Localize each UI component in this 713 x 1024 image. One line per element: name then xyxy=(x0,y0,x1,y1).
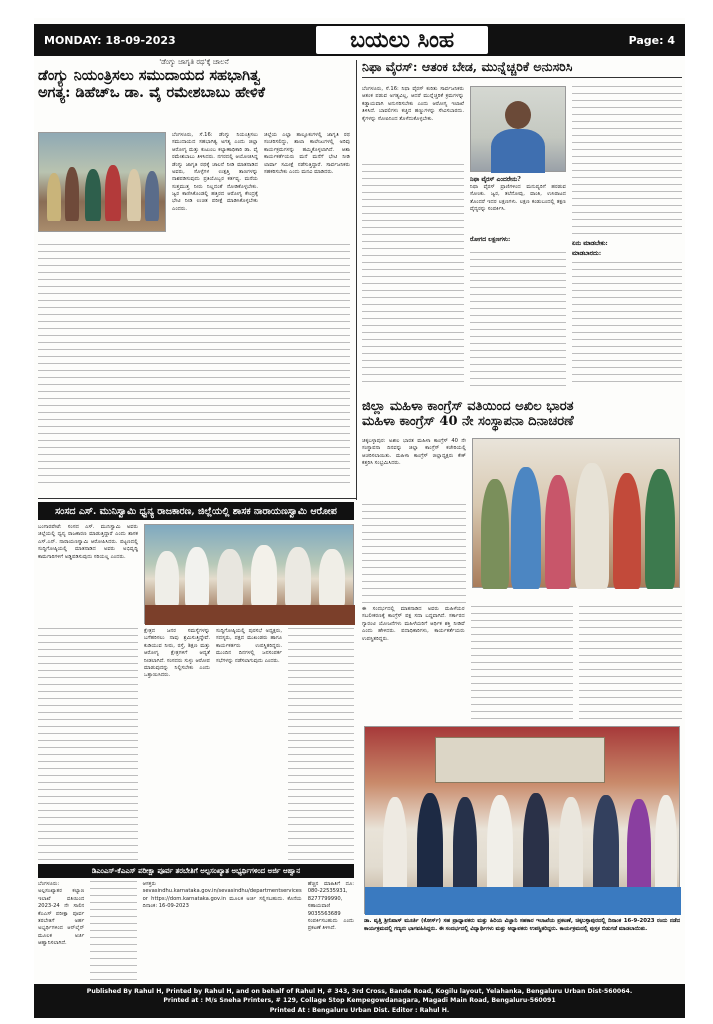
nipah-text-right-bottom xyxy=(572,262,682,386)
imprint-line-printer: Printed at : M/s Sneha Printers, # 129, Collage Stop Kempegowdanagara, Magadi Main Road, Bengaluru-560091 xyxy=(163,997,556,1005)
mahila-body-a: ಚಿಕ್ಕಬಳ್ಳಾಪುರ: ಅಖಿಲ ಭಾರತ ಮಹಿಳಾ ಕಾಂಗ್ರೆಸ್ 40 ನೇ ಸಂಸ್ಥಾಪನಾ ದಿನವನ್ನು ಜಿಲ್ಲಾ ಕಾಂಗ್ರೆಸ್ ಕಚೇರಿಯಲ್ಲಿ ಆಚರಿಸಲಾಯಿತು. ಮಹಿಳಾ ಕಾಂಗ್ರೆಸ್ ಜಿಲ್ಲಾಧ್ಯಕ್ಷರು ಕೇಕ್ ಕತ್ತರಿಸಿ ಸಂಭ್ರಮಿಸಿದರು. xyxy=(362,438,466,467)
kas-body xyxy=(38,881,354,981)
kas-body-c: ಹೆಚ್ಚಿನ ಮಾಹಿತಿಗೆ ದೂ: 080-22535931, 8277799990, ಸಹಾಯವಾಣಿ 9035563689 ಸಂಪರ್ಕಿಸಬಹುದು ಎಂದು ಪ್ರಕಟಣೆ ತಿಳಿಸಿದೆ. xyxy=(307,881,355,932)
mp-text-left xyxy=(38,628,138,860)
mp-col-left xyxy=(38,524,138,860)
newspaper-title: ಬಯಲು ಸಿಂಹ xyxy=(316,26,488,54)
mp-text-right xyxy=(288,628,354,860)
nipah-text-left xyxy=(362,164,464,384)
nipah-body-b: ನಿಫಾ ವೈರಸ್ ಪ್ರಾಣಿಗಳಿಂದ ಮನುಷ್ಯರಿಗೆ ಹರಡುವ ಸೋಂಕು. ಜ್ವರ, ತಲೆನೋವು, ವಾಂತಿ, ಉಸಿರಾಟದ ತೊಂದರೆ ಇದರ ಲಕ್ಷಣಗಳು. ಲಕ್ಷಣ ಕಂಡುಬಂದಲ್ಲಿ ತಕ್ಷಣ ವೈದ್ಯರನ್ನು ಸಂಪರ್ಕಿಸಿ. xyxy=(470,184,566,213)
nipah-sub-what: ನಿಫಾ ವೈರಸ್ ಎಂದರೇನು? xyxy=(470,176,521,183)
dengue-body-a: ಬೆಂಗಳೂರು, ಸೆ.16: ಡೆಂಗ್ಯು ನಿಯಂತ್ರಿಸಲು ಸಮುದಾಯದ ಸಹಭಾಗಿತ್ವ ಅಗತ್ಯ ಎಂದು ಜಿಲ್ಲಾ ಆರೋಗ್ಯ ಮತ್ತು ಕುಟುಂಬ ಕಲ್ಯಾಣಾಧಿಕಾರಿ ಡಾ. ವೈ ರಮೇಶಬಾಬು ತಿಳಿಸಿದರು. ನಗರದಲ್ಲಿ ಆಯೋಜಿಸಿದ್ದ ಡೆಂಗ್ಯು ಜಾಗೃತಿ ರಥಕ್ಕೆ ಚಾಲನೆ ನೀಡಿ ಮಾತನಾಡಿದ ಅವರು, ಸೊಳ್ಳೆಗಳ ಉತ್ಪತ್ತಿ ತಾಣಗಳನ್ನು ನಾಶಪಡಿಸುವುದು ಪ್ರತಿಯೊಬ್ಬರ ಕರ್ತವ್ಯ. ಮನೆಯ ಸುತ್ತಮುತ್ತ ನೀರು ನಿಲ್ಲದಂತೆ ನೋಡಿಕೊಳ್ಳಬೇಕು. ಜ್ವರ ಕಾಣಿಸಿಕೊಂಡಲ್ಲಿ ಹತ್ತಿರದ ಆರೋಗ್ಯ ಕೇಂದ್ರಕ್ಕೆ ಭೇಟಿ ನೀಡಿ ಉಚಿತ ಪರೀಕ್ಷೆ ಮಾಡಿಸಿಕೊಳ್ಳಬೇಕು ಎಂದರು. xyxy=(172,132,258,212)
nipah-story xyxy=(362,60,682,400)
dengue-headline-line2: ಅಗತ್ಯ: ಡಿಹೆಚ್‌ಒ ಡಾ. ವೈ ರಮೇಶಬಾಬು ಹೇಳಿಕೆ xyxy=(38,83,265,101)
kas-training-story xyxy=(38,864,354,982)
mahila-body-b: ಈ ಸಂದರ್ಭದಲ್ಲಿ ಮಾತನಾಡಿದ ಅವರು ಮಹಿಳೆಯರ ಸಬಲೀಕರಣಕ್ಕೆ ಕಾಂಗ್ರೆಸ್ ಪಕ್ಷ ಸದಾ ಬದ್ಧವಾಗಿದೆ. ಸರ್ಕಾರದ ಗ್ಯಾರಂಟಿ ಯೋಜನೆಗಳು ಮಹಿಳೆಯರಿಗೆ ಆರ್ಥಿಕ ಶಕ್ತಿ ನೀಡಿವೆ ಎಂದು ಹೇಳಿದರು. ಪದಾಧಿಕಾರಿಗಳು, ಕಾರ್ಯಕರ್ತೆಯರು ಉಪಸ್ಥಿತರಿದ್ದರು. xyxy=(362,606,465,642)
nipah-text-right-top xyxy=(572,86,682,236)
dengue-headline-line1: ಡೆಂಗ್ಯು ನಿಯಂತ್ರಿಸಲು ಸಮುದಾಯದ ಸಹಭಾಗಿತ್ವ xyxy=(38,67,261,84)
dengue-body-b: ಜಿಲ್ಲೆಯ ಎಲ್ಲಾ ತಾಲ್ಲೂಕುಗಳಲ್ಲಿ ಜಾಗೃತಿ ರಥ ಸಂಚರಿಸಲಿದ್ದು, ಶಾಲಾ ಕಾಲೇಜುಗಳಲ್ಲಿ ಅರಿವು ಕಾರ್ಯಕ್ರಮಗಳನ್ನು ಹಮ್ಮಿಕೊಳ್ಳಲಾಗಿದೆ. ಆಶಾ ಕಾರ್ಯಕರ್ತೆಯರು ಮನೆ ಮನೆಗೆ ಭೇಟಿ ನೀಡಿ ಲಾರ್ವಾ ಸಮೀಕ್ಷೆ ನಡೆಸುತ್ತಿದ್ದಾರೆ. ಸಾರ್ವಜನಿಕರು ಸಹಕರಿಸಬೇಕು ಎಂದು ಮನವಿ ಮಾಡಿದರು. xyxy=(264,132,350,175)
mahila-celebration-photo xyxy=(472,438,680,588)
imprint-line-publisher: Published By Rahul H, Printed by Rahul H, and on behalf of Rahul H, # 343, 3rd Cross, Bande Road, Kogilu layout, Yelahanka, Bengaluru Urban Dist-560064. xyxy=(86,988,633,995)
mp-allegation-story xyxy=(38,502,354,862)
page-number: Page: 4 xyxy=(628,33,675,47)
mahila-text-mid xyxy=(471,606,574,722)
nipah-body-a: ಬೆಂಗಳೂರು, ಸೆ.16: ನಿಫಾ ವೈರಸ್ ಕುರಿತು ಸಾರ್ವಜನಿಕರು ಆತಂಕ ಪಡುವ ಅಗತ್ಯವಿಲ್ಲ, ಆದರೆ ಮುನ್ನೆಚ್ಚರಿಕೆ ಕ್ರಮಗಳನ್ನು ಕಡ್ಡಾಯವಾಗಿ ಅನುಸರಿಸಬೇಕು ಎಂದು ಆರೋಗ್ಯ ಇಲಾಖೆ ತಿಳಿಸಿದೆ. ಬಾವಲಿಗಳು ಕಚ್ಚಿದ ಹಣ್ಣುಗಳನ್ನು ಸೇವಿಸಬಾರದು. ಕೈಗಳನ್ನು ಸೋಪಿನಿಂದ ತೊಳೆದುಕೊಳ್ಳಬೇಕು. xyxy=(362,86,464,122)
book-release-photo xyxy=(364,726,680,914)
kas-training-headline: ಡಿಎಂಎಸ್-ಕೆಎಎಸ್ ಪರೀಕ್ಷಾ ಪೂರ್ವ ತರಬೇತಿಗೆ ಅಲ್ಪಸಂಖ್ಯಾತ ಅಭ್ಯರ್ಥಿಗಳಿಂದ ಅರ್ಜಿ ಆಹ್ವಾನ xyxy=(38,864,354,878)
issue-date: MONDAY: 18-09-2023 xyxy=(44,33,176,47)
mp-allegation-headline: ಸಂಸದ ಎಸ್. ಮುನಿಸ್ವಾಮಿ ಧ್ವನ್ಯ ರಾಜಕಾರಣ, ಜಿಲ್ಲೆಯಲ್ಲಿ ಶಾಸಕ ನಾರಾಯಣಸ್ವಾಮಿ ಆರೋಪ xyxy=(38,502,354,520)
nipah-official-photo xyxy=(470,86,566,172)
masthead xyxy=(34,24,685,56)
book-release-caption: ಡಾ. ವೃತ್ತಿ ಶ್ರೀನಿವಾಸ್ ಮೂರ್ತಿ (ಕೋರ್ಸ್) ಸಹ ಪ್ರಾಧ್ಯಾಪಕರು ಮತ್ತು ಹಿರಿಯ ವಿಜ್ಞಾನಿ ಸಹಕಾರ ಇಲಾಖೆಯ ಪ್ರಕಟಣೆ, ಚಿಕ್ಕಬಳ್ಳಾಪುರದಲ್ಲಿ ದಿನಾಂಕ 16-9-2023 ರಂದು ನಡೆದ ಕಾರ್ಯಕ್ರಮದಲ್ಲಿ ಗಣ್ಯರು ಭಾಗವಹಿಸಿದ್ದರು. ಈ ಸಂದರ್ಭದಲ್ಲಿ ವಿದ್ಯಾರ್ಥಿಗಳು ಮತ್ತು ಅಧ್ಯಾಪಕರು ಉಪಸ್ಥಿತರಿದ್ದರು. ಕಾರ್ಯಕ್ರಮದಲ್ಲಿ ಪುಸ್ತಕ ಬಿಡುಗಡೆ ಮಾಡಲಾಯಿತು. xyxy=(364,918,680,932)
kas-text-mid xyxy=(90,881,136,981)
press-meet-photo xyxy=(144,524,354,624)
mp-body-bottom xyxy=(144,628,354,860)
imprint-line-editor: Printed At : Bengaluru Urban Dist. Editor : Rahul H. xyxy=(269,1006,450,1014)
nipah-col-mid xyxy=(470,176,566,386)
dengue-rally-photo xyxy=(38,132,166,232)
mp-body-c: ಸುದ್ದಿಗೋಷ್ಠಿಯಲ್ಲಿ ಪುರಸಭೆ ಅಧ್ಯಕ್ಷರು, ಸದಸ್ಯರು, ಪಕ್ಷದ ಮುಖಂಡರು ಹಾಗೂ ಕಾರ್ಯಕರ್ತರು ಉಪಸ್ಥಿತರಿದ್ದರು. ಮುಂದಿನ ದಿನಗಳಲ್ಲಿ ಜನಸಂಪರ್ಕ ಸಭೆಗಳನ್ನು ನಡೆಸಲಾಗುವುದು ಎಂದರು. xyxy=(216,628,282,664)
mahila-body-bottom xyxy=(362,606,682,722)
dengue-text-columns xyxy=(38,244,350,489)
mahila-headline-line1: ಜಿಲ್ಲಾ ಮಹಿಳಾ ಕಾಂಗ್ರೆಸ್ ವತಿಯಿಂದ ಅಖಿಲ ಭಾರತ xyxy=(362,399,574,414)
mahila-text-right xyxy=(579,606,682,722)
nipah-text-mid xyxy=(470,252,566,386)
nipah-headline: ನಿಫಾ ವೈರಸ್: ಆತಂಕ ಬೇಡ, ಮುನ್ನೆಚ್ಚರಿಕೆ ಅನುಸರಿಸಿ xyxy=(362,60,682,78)
nipah-col-right xyxy=(572,86,682,386)
dengue-body-top xyxy=(172,132,350,236)
mahila-headline-line2: ಮಹಿಳಾ ಕಾಂಗ್ರೆಸ್ 40 ನೇ ಸಂಸ್ಥಾಪನಾ ದಿನಾಚರಣೆ xyxy=(362,413,574,429)
dengue-story xyxy=(38,58,350,493)
section-divider xyxy=(38,498,356,499)
mp-body-b: ಕ್ಷೇತ್ರದ ಜನರ ಸಮಸ್ಯೆಗಳನ್ನು ಬಗೆಹರಿಸಲು ನಾವು ಶ್ರಮಿಸುತ್ತಿದ್ದೇವೆ. ಕುಡಿಯುವ ನೀರು, ರಸ್ತೆ, ಶಿಕ್ಷಣ ಮತ್ತು ಆರೋಗ್ಯ ಕ್ಷೇತ್ರಗಳಿಗೆ ಆದ್ಯತೆ ನೀಡಲಾಗಿದೆ. ಸಂಸದರು ಸುಳ್ಳು ಆರೋಪ ಮಾಡುವುದನ್ನು ನಿಲ್ಲಿಸಬೇಕು ಎಂದು ಒತ್ತಾಯಿಸಿದರು. xyxy=(144,628,210,679)
mahila-text-left xyxy=(362,504,466,603)
mahila-congress-story xyxy=(362,400,682,722)
kas-body-b: ಆಸಕ್ತರು sevasindhu.karnataka.gov.in/sevasindhu/departmentservices or https://dom.karnataka.gov.in ಮೂಲಕ ಅರ್ಜಿ ಸಲ್ಲಿಸಬಹುದು. ಕೊನೆಯ ದಿನಾಂಕ: 16-09-2023 xyxy=(142,881,302,910)
nipah-sub-symptoms: ರೋಗದ ಲಕ್ಷಣಗಳು: xyxy=(470,236,511,243)
nipah-sub-dont: ಮಾಡಬಾರದು: xyxy=(572,250,602,257)
imprint-footer xyxy=(34,984,685,1018)
mahila-col-left xyxy=(362,438,466,603)
nipah-col-left xyxy=(362,86,464,386)
nipah-sub-do: ಏನು ಮಾಡಬೇಕು: xyxy=(572,240,608,247)
mp-body-a: ಬಂಗಾರಪೇಟೆ: ಸಂಸದ ಎಸ್. ಮುನಿಸ್ವಾಮಿ ಅವರು ಜಿಲ್ಲೆಯಲ್ಲಿ ಧ್ವನ್ಯ ರಾಜಕಾರಣ ಮಾಡುತ್ತಿದ್ದಾರೆ ಎಂದು ಶಾಸಕ ಎಸ್.ಎನ್. ನಾರಾಯಣಸ್ವಾಮಿ ಆರೋಪಿಸಿದರು. ಪಟ್ಟಣದಲ್ಲಿ ಸುದ್ದಿಗೋಷ್ಠಿಯಲ್ಲಿ ಮಾತನಾಡಿದ ಅವರು ಅಭಿವೃದ್ಧಿ ಕಾಮಗಾರಿಗಳಿಗೆ ಅಡ್ಡಿಪಡಿಸುವುದು ಸರಿಯಲ್ಲ ಎಂದರು. xyxy=(38,524,138,560)
newspaper-page xyxy=(34,18,685,1018)
dengue-kicker: 'ಡೆಂಗ್ಯು ಜಾಗೃತಿ ರಥ'ಕ್ಕೆ ಚಾಲನೆ xyxy=(159,58,229,66)
column-divider xyxy=(356,60,357,500)
kas-body-a: ಬೆಂಗಳೂರು: ಅಲ್ಪಸಂಖ್ಯಾತರ ಕಲ್ಯಾಣ ಇಲಾಖೆ ವತಿಯಿಂದ 2023-24 ನೇ ಸಾಲಿನ ಕೆಎಎಸ್ ಪರೀಕ್ಷಾ ಪೂರ್ವ ತರಬೇತಿಗೆ ಅರ್ಹ ಅಭ್ಯರ್ಥಿಗಳಿಂದ ಆನ್‌ಲೈನ್ ಮೂಲಕ ಅರ್ಜಿ ಆಹ್ವಾನಿಸಲಾಗಿದೆ. xyxy=(38,881,85,946)
